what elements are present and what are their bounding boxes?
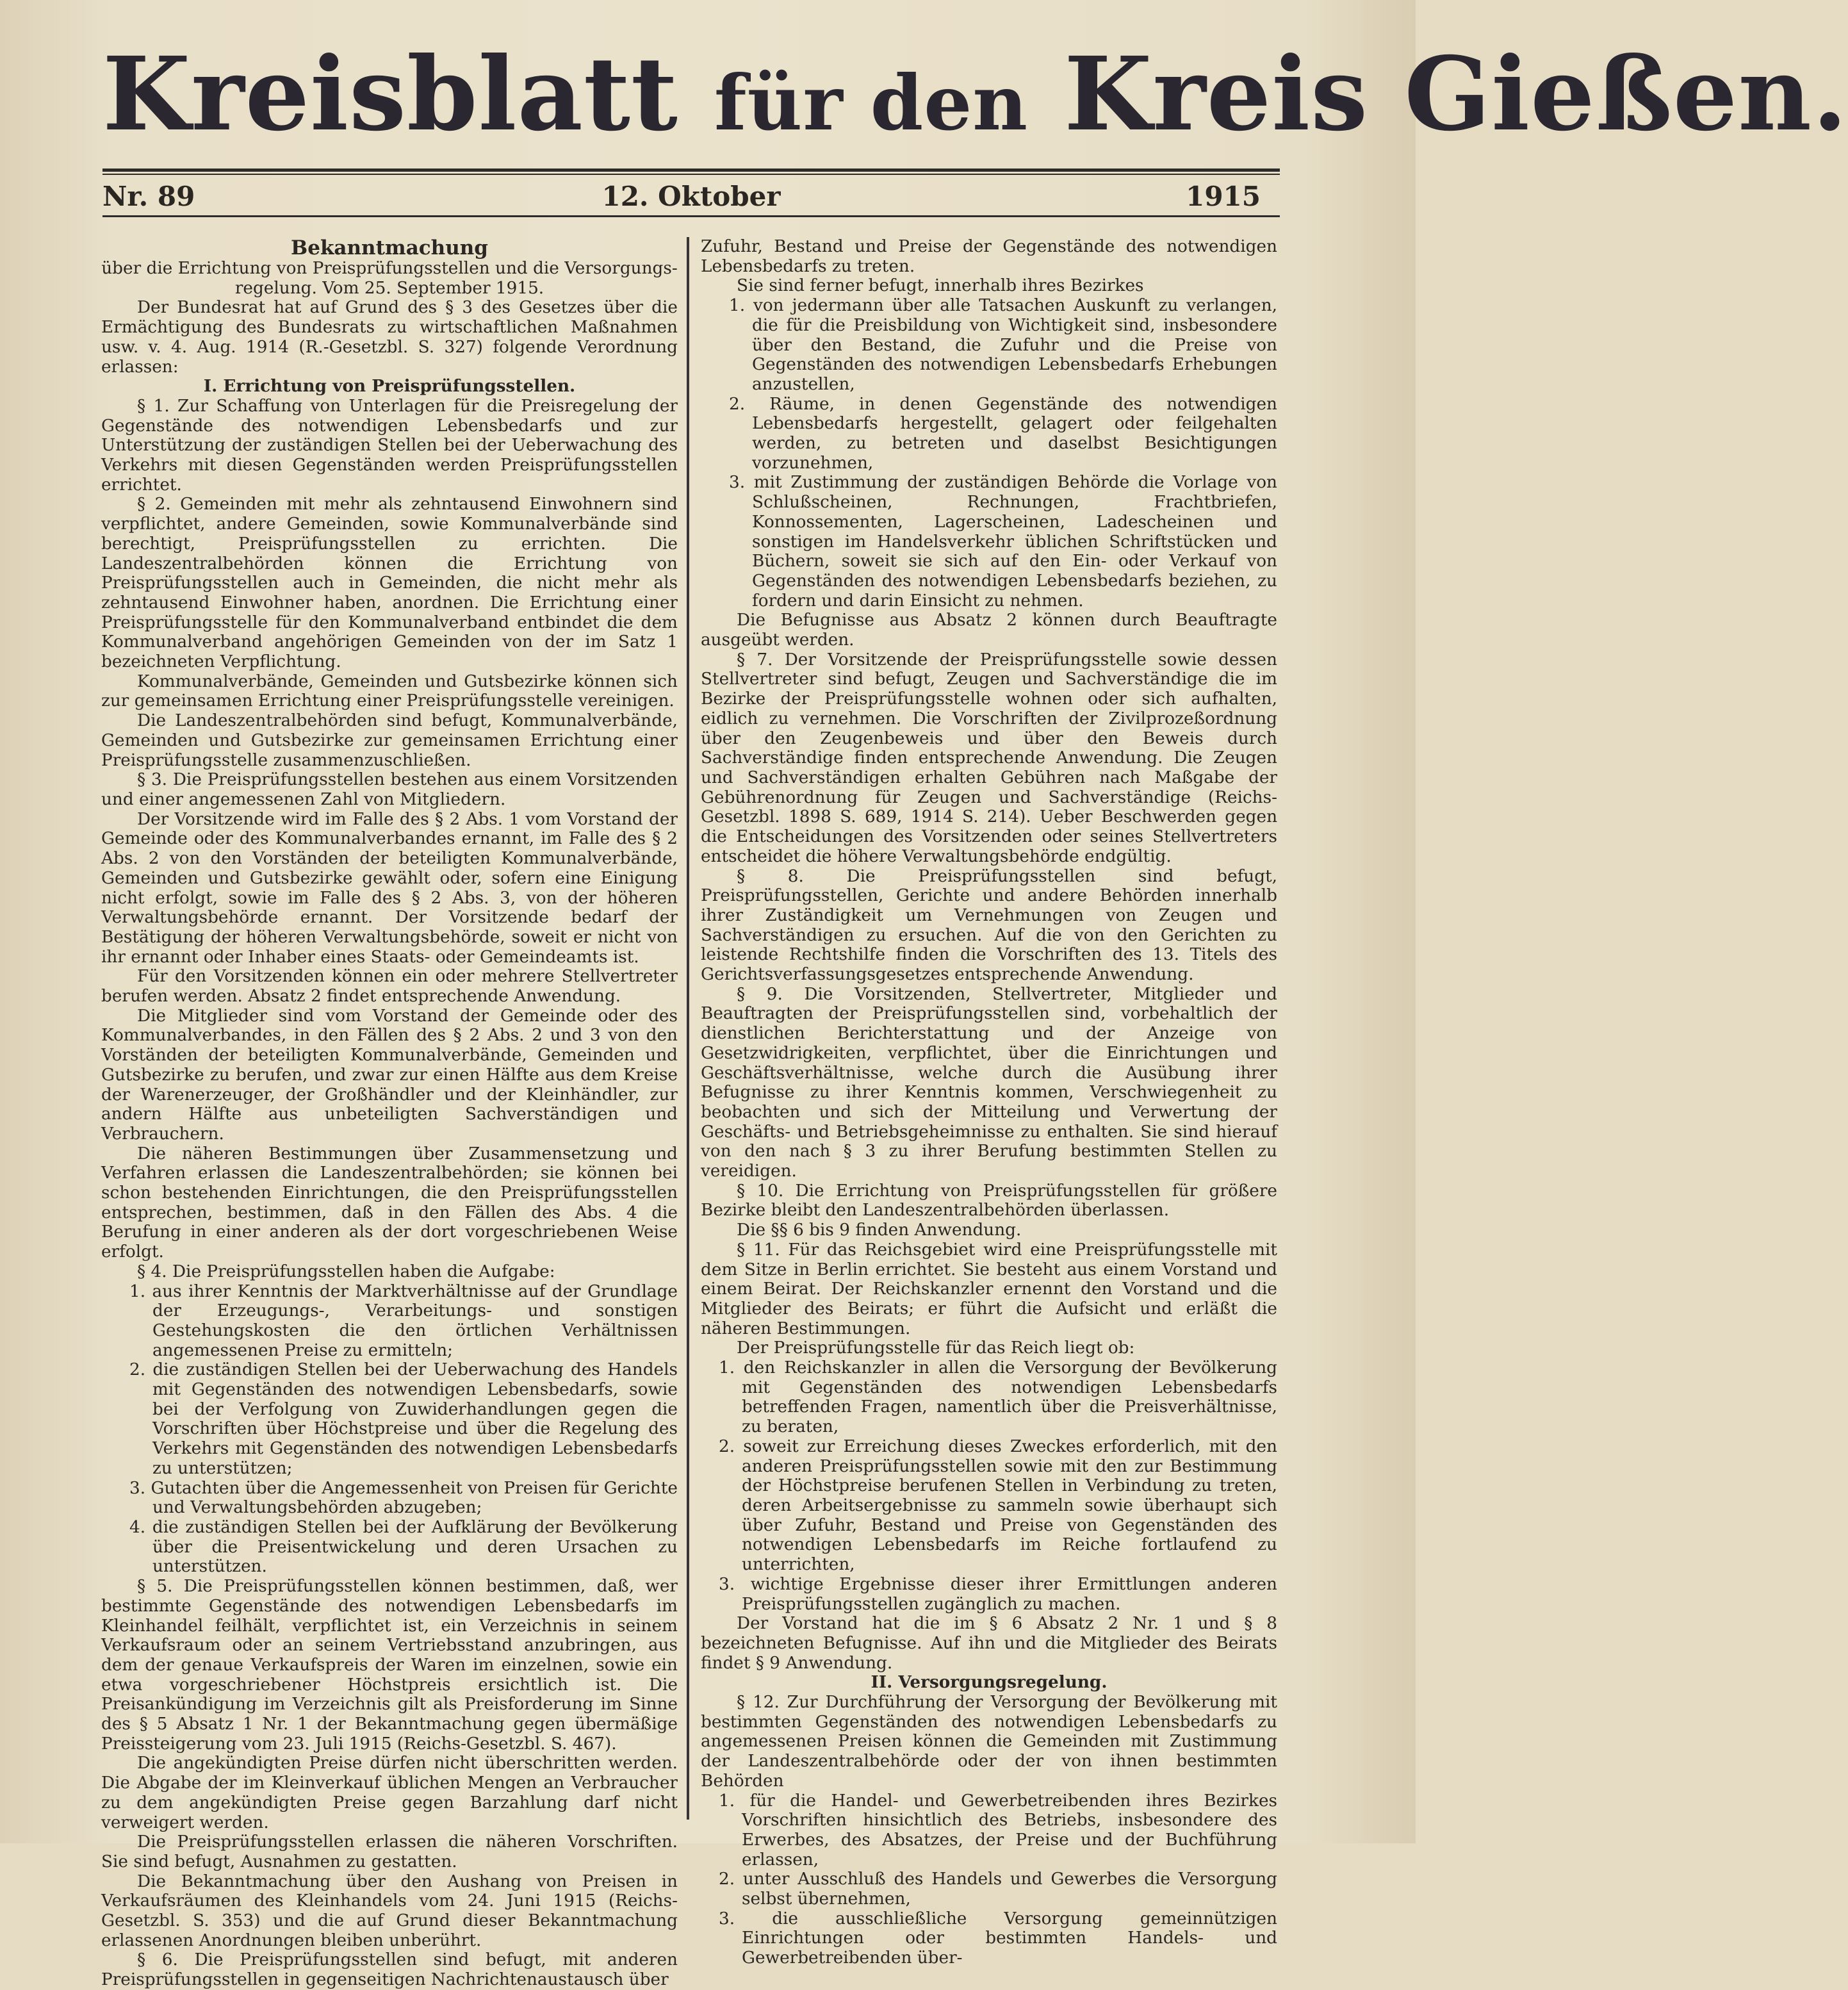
masthead [102, 31, 1848, 165]
paragraph: 3. mit Zustimmung der zuständigen Behörde die Vorlage von Schlußscheinen, Rechnungen, Frachtbriefen, Konnossementen, Lagerscheinen, Ladescheinen und sonstigen im Handelsverkehr üblichen Schriftstücken und Büchern, soweit sie sich auf den Ein- oder Verkauf von Gegenständen des notwendigen Lebensbedarfs beziehen, zu fordern und darin Einsicht zu nehmen. [729, 473, 1277, 611]
paragraph: 2. die zuständigen Stellen bei der Ueberwachung des Handels mit Gegenständen des notwendigen Lebensbedarfs, sowie bei der Verfolgung von Zuwiderhandlungen gegen die Vorschriften über Höchstpreise und über die Regelung des Verkehrs mit Gegenständen des notwendigen Lebensbedarfs zu unterstützen; [129, 1360, 678, 1478]
paragraph: Sie sind ferner befugt, innerhalb ihres Bezirkes [737, 276, 1144, 296]
section-heading: II. Versorgungsregelung. [871, 1672, 1108, 1693]
masthead-fuer-den: für den [714, 58, 1029, 147]
paragraph: 4. die zuständigen Stellen bei der Aufklärung der Bevölkerung über die Preisentwickelung und deren Ursachen zu unterstützen. [129, 1518, 678, 1577]
paragraph: Für den Vorsitzenden können ein oder mehrere Stellvertreter berufen werden. Absatz 2 findet entsprechende Anwendung. [101, 967, 678, 1007]
paragraph: § 8. Die Preisprüfungsstellen sind befugt, Preisprüfungsstellen, Gerichte und andere Behörden innerhalb ihrer Zuständigkeit um Vernehmungen von Zeugen und Sachverständigen zu ersuchen. Auf die von den Gerichten zu leistende Rechtshilfe finden die Vorschriften des 13. Titels des Gerichtsverfassungsgesetzes entsprechende Anwendung. [701, 866, 1277, 985]
issue-number: Nr. 89 [102, 181, 195, 212]
section-heading: I. Errichtung von Preisprüfungsstellen. [203, 376, 576, 397]
paragraph: über die Errichtung von Preisprüfungsstellen und die Versorgungs- [101, 259, 678, 278]
paragraph: Die Bekanntmachung über den Aushang von Preisen in Verkaufsräumen des Kleinhandels vom 24. Juni 1915 (Reichs-Gesetzbl. S. 353) und die auf Grund dieser Bekanntmachung erlassenen Anordnungen bleiben unberührt. [101, 1871, 678, 1950]
paragraph: Die Preisprüfungsstellen erlassen die näheren Vorschriften. Sie sind befugt, Ausnahmen zu gestatten. [101, 1832, 678, 1871]
paragraph: § 12. Zur Durchführung der Versorgung der Bevölkerung mit bestimmten Gegenständen des notwendigen Lebensbedarfs zu angemessenen Preisen können die Gemeinden mit Zustimmung der Landeszentralbehörde oder der von ihnen bestimmten Behörden [701, 1693, 1277, 1791]
paragraph: Der Preisprüfungsstelle für das Reich liegt ob: [737, 1338, 1135, 1358]
paragraph: § 7. Der Vorsitzende der Preisprüfungsstelle sowie dessen Stellvertreter sind befugt, Zeugen und Sachverständige die im Bezirke der Preisprüfungsstelle wohnen oder sich aufhalten, eidlich zu vernehmen. Die Vorschriften der Zivilprozeßordnung über den Zeugenbeweis und über den Beweis durch Sachverständige finden entsprechende Anwendung. Die Zeugen und Sachverständigen erhalten Gebühren nach Maßgabe der Gebührenordnung für Zeugen und Sachverständige (Reichs-Gesetzbl. 1898 S. 689, 1914 S. 214). Ueber Beschwerden gegen die Entscheidungen des Vorsitzenden oder seines Stellvertreters entscheidet die höhere Verwaltungsbehörde endgültig. [701, 650, 1277, 866]
paragraph: Die §§ 6 bis 9 finden Anwendung. [737, 1221, 1022, 1240]
paragraph: 1. für die Handel- und Gewerbetreibenden ihres Bezirkes Vorschriften hinsichtlich des Betriebs, insbesondere des Erwerbes, des Absatzes, der Preise und der Buchführung erlassen, [719, 1791, 1277, 1870]
paragraph: Der Vorsitzende wird im Falle des § 2 Abs. 1 vom Vorstand der Gemeinde oder des Kommunalverbandes ernannt, im Falle des § 2 Abs. 2 von den Vorständen der beteiligten Kommunalverbände, Gemeinden und Gutsbezirke gewählt oder, sofern eine Einigung nicht erfolgt, sowie im Falle des § 2 Abs. 3, von der höheren Verwaltungsbehörde ernannt. Der Vorsitzende bedarf der Bestätigung der höheren Verwaltungsbehörde, soweit er nicht von ihr ernannt oder Inhaber eines Staats- oder Gemeindeamts ist. [101, 809, 678, 967]
paragraph: 3. Gutachten über die Angemessenheit von Preisen für Gerichte und Verwaltungsbehörden abzugeben; [129, 1478, 678, 1518]
paragraph: § 9. Die Vorsitzenden, Stellvertreter, Mitglieder und Beauftragten der Preisprüfungsstellen sind, vorbehaltlich der dienstlichen Berichterstattung und der Anzeige von Gesetzwidrigkeiten, verpflichtet, über die Einrichtungen und Geschäftsverhältnisse, welche durch die Ausübung ihrer Befugnisse zu ihrer Kenntnis kommen, Verschwiegenheit zu beobachten und sich der Mitteilung und Verwertung der Geschäfts- und Betriebsgeheimnisse zu enthalten. Sie sind hierauf von den nach § 3 zu ihrer Berufung bestimmten Stellen zu vereidigen. [701, 984, 1277, 1181]
masthead-kreis-giessen: Kreis Gießen. [1064, 35, 1848, 154]
dateline-rule [102, 215, 1280, 217]
paragraph: 1. aus ihrer Kenntnis der Marktverhältnisse auf der Grundlage der Erzeugungs-, Verarbeitungs- und sonstigen Gestehungskosten die den örtlichen Verhältnissen angemessenen Preise zu ermitteln; [129, 1281, 678, 1360]
right-column [701, 237, 1277, 1968]
paragraph: Zufuhr, Bestand und Preise der Gegenstände des notwendigen Lebensbedarfs zu treten. [701, 237, 1277, 276]
paragraph: Kommunalverbände, Gemeinden und Gutsbezirke können sich zur gemeinsamen Errichtung einer Preisprüfungsstelle vereinigen. [101, 671, 678, 711]
paragraph: 3. wichtige Ergebnisse dieser ihrer Ermittlungen anderen Preisprüfungsstellen zugänglich zu machen. [719, 1574, 1277, 1614]
masthead-rule [102, 169, 1280, 172]
dateline [102, 178, 1280, 215]
paragraph: Die näheren Bestimmungen über Zusammensetzung und Verfahren erlassen die Landeszentralbehörden; sie können bei schon bestehenden Einrichtungen, die den Preisprüfungsstellen entsprechen, bestimmen, daß in den Fällen des Abs. 4 die Berufung in einer anderen als der dort vorgeschriebenen Weise erfolgt. [101, 1144, 678, 1262]
paragraph: Der Vorstand hat die im § 6 Absatz 2 Nr. 1 und § 8 bezeichneten Befugnisse. Auf ihn und die Mitglieder des Beirats findet § 9 Anwendung. [701, 1614, 1277, 1673]
paragraph: § 3. Die Preisprüfungsstellen bestehen aus einem Vorsitzenden und einer angemessenen Zahl von Mitgliedern. [101, 770, 678, 809]
paragraph: 1. von jedermann über alle Tatsachen Auskunft zu verlangen, die für die Preisbildung von Wichtigkeit sind, insbesondere über den Bestand, die Zufuhr und die Preise von Gegenständen des notwendigen Lebensbedarfs Erhebungen anzustellen, [729, 296, 1277, 394]
masthead-kreisblatt: Kreisblatt [102, 35, 678, 154]
column-divider [687, 237, 689, 1820]
paragraph: 2. Räume, in denen Gegenstände des notwendigen Lebensbedarfs hergestellt, gelagert oder feilgehalten werden, zu betreten und daselbst Besichtigungen vorzunehmen, [729, 394, 1277, 473]
paragraph: Der Bundesrat hat auf Grund des § 3 des Gesetzes über die Ermächtigung des Bundesrats zu wirtschaftlichen Maßnahmen usw. v. 4. Aug. 1914 (R.-Gesetzbl. S. 327) folgende Verordnung erlassen: [101, 298, 678, 377]
paragraph: § 10. Die Errichtung von Preisprüfungsstellen für größere Bezirke bleibt den Landeszentralbehörden überlassen. [701, 1181, 1277, 1221]
masthead-rule-thin [102, 174, 1280, 175]
paragraph: Die Befugnisse aus Absatz 2 können durch Beauftragte ausgeübt werden. [701, 611, 1277, 650]
paragraph: Die Landeszentralbehörden sind befugt, Kommunalverbände, Gemeinden und Gutsbezirke zur gemeinsamen Errichtung einer Preisprüfungsstelle zusammenzuschließen. [101, 711, 678, 770]
left-column [101, 237, 678, 1990]
article-title: Bekanntmachung [291, 236, 488, 259]
paragraph: 3. die ausschließliche Versorgung gemeinnützigen Einrichtungen oder bestimmten Handels- und Gewerbetreibenden über- [719, 1909, 1277, 1968]
paragraph: Die angekündigten Preise dürfen nicht überschritten werden. Die Abgabe der im Kleinverkauf üblichen Mengen an Verbraucher zu dem angekündigten Preise gegen Barzahlung darf nicht verweigert werden. [101, 1754, 678, 1832]
paragraph: § 1. Zur Schaffung von Unterlagen für die Preisregelung der Gegenstände des notwendigen Lebensbedarfs und zur Unterstützung der zuständigen Stellen bei der Ueberwachung des Verkehrs mit diesen Gegenständen werden Preisprüfungsstellen errichtet. [101, 396, 678, 495]
paragraph: 2. soweit zur Erreichung dieses Zweckes erforderlich, mit den anderen Preisprüfungsstellen sowie mit den zur Bestimmung der Höchstpreise berufenen Stellen in Verbindung zu treten, deren Arbeitsergebnisse zu sammeln sowie überhaupt sich über Zufuhr, Bestand und Preise von Gegenständen des notwendigen Lebensbedarfs im Reiche fortlaufend zu unterrichten, [719, 1436, 1277, 1575]
issue-date: 12. Oktober [601, 181, 781, 212]
paragraph: 2. unter Ausschluß des Handels und Gewerbes die Versorgung selbst übernehmen, [719, 1870, 1277, 1909]
paragraph: § 11. Für das Reichsgebiet wird eine Preisprüfungsstelle mit dem Sitze in Berlin errichtet. Sie besteht aus einem Vorstand und einem Beirat. Der Reichskanzler ernennt den Vorstand und die Mitglieder des Beirats; er führt die Aufsicht und erläßt die näheren Bestimmungen. [701, 1240, 1277, 1338]
paragraph: § 6. Die Preisprüfungsstellen sind befugt, mit anderen Preisprüfungsstellen in gegenseitigen Nachrichtenaustausch über [101, 1950, 678, 1990]
paragraph: § 2. Gemeinden mit mehr als zehntausend Einwohnern sind verpflichtet, andere Gemeinden, sowie Kommunalverbände sind berechtigt, Preisprüfungsstellen zu errichten. Die Landeszentralbehörden können die Errichtung von Preisprüfungsstellen auch in Gemeinden, die nicht mehr als zehntausend Einwohner haben, anordnen. Die Errichtung einer Preisprüfungsstelle für den Kommunalverband entbindet die dem Kommunalverband angehörigen Gemeinden von der im Satz 1 bezeichneten Verpflichtung. [101, 495, 678, 672]
paragraph: § 5. Die Preisprüfungsstellen können bestimmen, daß, wer bestimmte Gegenstände des notwendigen Lebensbedarfs im Kleinhandel feilhält, verpflichtet ist, ein Verzeichnis in seinem Verkaufsraum oder an seinem Vertriebsstand anzubringen, aus dem der genaue Verkaufspreis der Waren im einzelnen, sowie ein etwa vorgeschriebener Höchstpreis ersichtlich ist. Die Preisankündigung im Verzeichnis gilt als Preisforderung im Sinne des § 5 Absatz 1 Nr. 1 der Bekanntmachung gegen übermäßige Preissteigerung vom 23. Juli 1915 (Reichs-Gesetzbl. S. 467). [101, 1577, 678, 1754]
paragraph: regelung. Vom 25. September 1915. [234, 278, 544, 298]
paragraph: 1. den Reichskanzler in allen die Versorgung der Bevölkerung mit Gegenständen des notwendigen Lebensbedarfs betreffenden Fragen, namentlich über die Preisverhältnisse, zu beraten, [719, 1358, 1277, 1437]
issue-year: 1915 [1186, 181, 1261, 212]
paragraph: § 4. Die Preisprüfungsstellen haben die Aufgabe: [137, 1262, 555, 1281]
paragraph: Die Mitglieder sind vom Vorstand der Gemeinde oder des Kommunalverbandes, in den Fällen des § 2 Abs. 2 und 3 von den Vorständen der beteiligten Kommunalverbände, Gemeinden und Gutsbezirke zu berufen, und zwar zur einen Hälfte aus dem Kreise der Warenerzeuger, der Großhändler und der Kleinhändler, zur andern Hälfte aus unbeteiligten Sachverständigen und Verbrauchern. [101, 1006, 678, 1144]
